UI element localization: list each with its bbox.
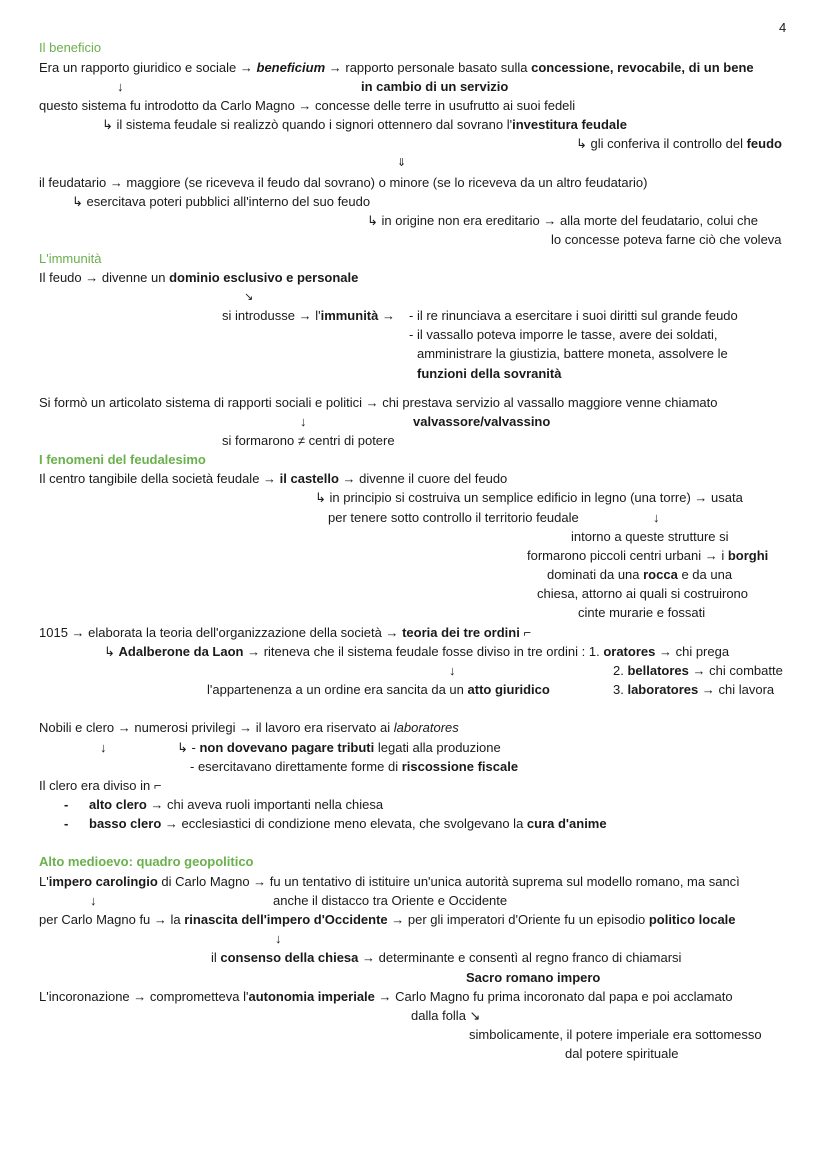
bullet: - <box>64 816 69 831</box>
text-line: Il centro tangibile della società feudale → il castello → divenne il cuore del feudo <box>39 471 508 486</box>
text-line: Nobili e clero → numerosi privilegi → il lavoro era riservato ai laboratores <box>39 720 459 735</box>
text-line: il consenso della chiesa → determinante e consentì al regno franco di chiamarsi <box>211 950 682 965</box>
section-title-beneficio: Il beneficio <box>39 40 102 55</box>
list-item: 2. bellatores → chi combatte <box>613 663 783 678</box>
text-line: in cambio di un servizio <box>361 79 509 94</box>
arrow-down: ↓ <box>449 663 456 678</box>
text-line: lo concesse poteva farne ciò che voleva <box>551 232 782 247</box>
text-line: L'impero carolingio di Carlo Magno → fu un tentativo di istituire un'unica autorità suprema sul modello romano, ma sancì <box>39 874 740 889</box>
arrow-down: ↓ <box>300 414 307 429</box>
text-line: - esercitavano direttamente forme di riscossione fiscale <box>190 759 519 774</box>
text-line: cinte murarie e fossati <box>578 605 706 620</box>
text-line: ↳ gli conferiva il controllo del feudo <box>576 136 782 151</box>
text-line: ↳ in origine non era ereditario → alla morte del feudatario, colui che <box>367 213 758 228</box>
text-line: si introdusse → l'immunità → <box>222 308 395 323</box>
text-line: questo sistema fu introdotto da Carlo Magno → concesse delle terre in usufrutto ai suoi fedeli <box>39 98 576 113</box>
text-line: anche il distacco tra Oriente e Occidente <box>273 893 508 908</box>
text-line: - il re rinunciava a esercitare i suoi diritti sul grande feudo <box>409 308 738 323</box>
arrow-down: ↓ <box>100 740 107 755</box>
text-line: per Carlo Magno fu → la rinascita dell'impero d'Occidente → per gli imperatori d'Oriente fu un episodio politico locale <box>39 912 736 927</box>
text-line: l'appartenenza a un ordine era sancita da un atto giuridico <box>207 682 550 697</box>
text-line: amministrare la giustizia, battere moneta, assolvere le <box>417 346 728 361</box>
section-title-fenomeni: I fenomeni del feudalesimo <box>39 452 206 467</box>
text-line: chiesa, attorno ai quali si costruirono <box>537 586 749 601</box>
text-line: Il feudo → divenne un dominio esclusivo e personale <box>39 270 359 285</box>
arrow-down: ↓ <box>117 79 124 94</box>
text-line: Sacro romano impero <box>466 970 601 985</box>
arrow-down: ↓ <box>653 510 660 525</box>
arrow-down: ↓ <box>90 893 97 908</box>
text-line: dominati da una rocca e da una <box>547 567 733 582</box>
text-line: L'incoronazione → comprometteva l'autonomia imperiale → Carlo Magno fu prima incoronato dal papa e poi acclamato <box>39 989 733 1004</box>
text-line: - il vassallo poteva imporre le tasse, avere dei soldati, <box>409 327 718 342</box>
text-line: ↳ esercitava poteri pubblici all'interno del suo feudo <box>72 194 371 209</box>
arrow-diagonal: ↘ <box>244 291 254 303</box>
text-line: ↳ Adalberone da Laon → riteneva che il sistema feudale fosse diviso in tre ordini : 1. oratores → chi prega <box>104 644 730 659</box>
text-line: Era un rapporto giuridico e sociale → beneficium → rapporto personale basato sulla concessione, revocabile, di un bene <box>39 60 754 75</box>
bullet: - <box>64 797 69 812</box>
text-line: ↳ - non dovevano pagare tributi legati alla produzione <box>177 740 501 755</box>
list-item: basso clero → ecclesiastici di condizione meno elevata, che svolgevano la cura d'anime <box>89 816 607 831</box>
arrow-double-down: ⇓ <box>397 157 407 169</box>
text-line: Si formò un articolato sistema di rapporti sociali e politici → chi prestava servizio al vassallo maggiore venne chiamato <box>39 395 718 410</box>
page-number: 4 <box>779 20 787 35</box>
text-line: il feudatario → maggiore (se riceveva il feudo dal sovrano) o minore (se lo riceveva da un altro feudatario) <box>39 175 648 190</box>
text-line: dal potere spirituale <box>565 1046 679 1061</box>
list-item: alto clero → chi aveva ruoli importanti nella chiesa <box>89 797 384 812</box>
section-title-immunita: L'immunità <box>39 251 102 266</box>
text-line: valvassore/valvassino <box>413 414 551 429</box>
text-line: formarono piccoli centri urbani → i borghi <box>527 548 769 563</box>
text-line: Il clero era diviso in ⌐ <box>39 778 162 793</box>
arrow-down: ↓ <box>275 931 282 946</box>
section-title-alto-medioevo: Alto medioevo: quadro geopolitico <box>39 854 254 869</box>
text-line: ↳ in principio si costruiva un semplice edificio in legno (una torre) → usata <box>315 490 743 505</box>
list-item: 3. laboratores → chi lavora <box>613 682 775 697</box>
text-line: si formarono ≠ centri di potere <box>222 433 395 448</box>
text-line: ↳ il sistema feudale si realizzò quando i signori ottennero dal sovrano l'investitura feudale <box>102 117 627 132</box>
text-line: dalla folla ↘ <box>411 1008 481 1023</box>
text-line: per tenere sotto controllo il territorio feudale <box>328 510 579 525</box>
text-line: simbolicamente, il potere imperiale era sottomesso <box>469 1027 762 1042</box>
text-line: funzioni della sovranità <box>417 366 562 381</box>
text-line: intorno a queste strutture si <box>571 529 729 544</box>
text-line: 1015 → elaborata la teoria dell'organizzazione della società → teoria dei tre ordini ⌐ <box>39 625 532 640</box>
